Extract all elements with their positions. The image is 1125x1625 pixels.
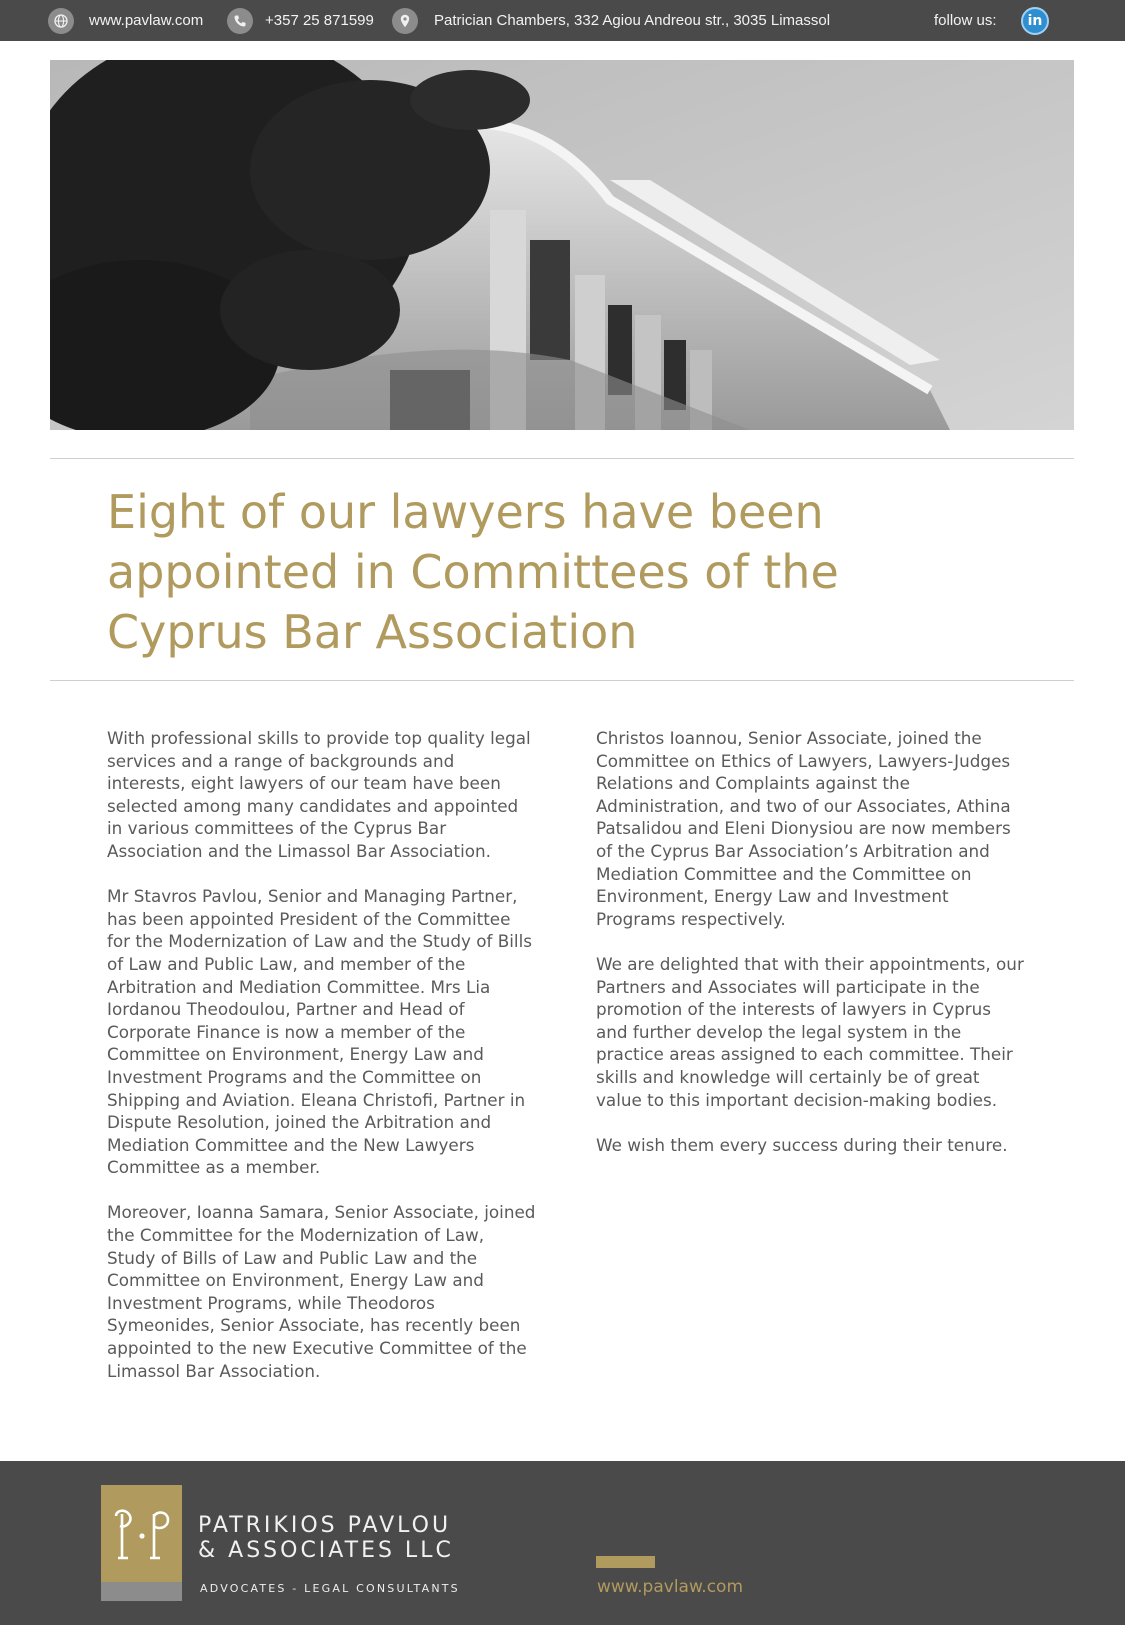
top-contact-bar	[0, 0, 1125, 41]
paragraph-intro: With professional skills to provide top quality legal services and a range of backgrounds and interests, eight lawyers of our team have been selected among many candidates and appointed in various committees of the Cyprus Bar Association and the Limassol Bar Association.	[107, 728, 531, 861]
linkedin-link[interactable]	[1021, 0, 1049, 41]
footer-accent-bar	[596, 1556, 655, 1568]
phone-contact[interactable]	[227, 0, 374, 41]
firm-name-line-1: PATRIKIOS PAVLOU	[198, 1513, 452, 1538]
paragraph-partners: Mr Stavros Pavlou, Senior and Managing Partner, has been appointed President of the Committee for the Modernization of Law and the Study of Bills of Law and Public Law, and member of the Arbitration and Mediation Committee. Mrs Lia Iordanou Theodoulou, Partner and Head of Corporate Finance is now a member of the Committee on Environment, Energy Law and Investment Programs and the Committee on Shipping and Aviation. Eleana Christofi, Partner in Dispute Resolution, joined the Arbitration and Mediation Committee and the New Lawyers Committee as a member.	[107, 886, 532, 1178]
headline-line-3: Cyprus Bar Association	[107, 605, 638, 659]
follow-label: follow us:	[934, 12, 997, 29]
paragraph-senior-associates: Moreover, Ioanna Samara, Senior Associate, joined the Committee for the Modernization of Law, Study of Bills of Law and Public Law and the Committee on Environment, Energy Law and Investment Programs, while Theodoros Symeonides, Senior Associate, has recently been appointed to the new Executive Committee of the Limassol Bar Association.	[107, 1202, 536, 1381]
headline-line-2: appointed in Committees of the	[107, 545, 839, 599]
divider-top	[50, 458, 1074, 459]
footer	[0, 1461, 1125, 1625]
website-contact[interactable]	[48, 0, 203, 41]
footer-website-link[interactable]: www.pavlaw.com	[597, 1577, 744, 1597]
article-headline	[107, 482, 867, 662]
firm-monogram-icon	[112, 1506, 172, 1562]
phone-icon	[227, 8, 253, 34]
article-right-column	[596, 727, 1026, 1179]
location-pin-icon	[392, 8, 418, 34]
linkedin-icon[interactable]: in	[1021, 7, 1049, 35]
globe-icon	[48, 8, 74, 34]
headline-line-1: Eight of our lawyers have been	[107, 485, 824, 539]
phone-text[interactable]: +357 25 871599	[265, 12, 374, 29]
firm-tagline: ADVOCATES - LEGAL CONSULTANTS	[200, 1582, 460, 1595]
divider-bottom	[50, 680, 1074, 681]
firm-name-line-2: & ASSOCIATES LLC	[198, 1538, 454, 1563]
article-left-column	[107, 727, 537, 1405]
logo-underline	[101, 1582, 182, 1601]
address-contact	[392, 0, 830, 41]
paragraph-delighted: We are delighted that with their appointments, our Partners and Associates will participate in the promotion of the interests of lawyers in Cyprus and further develop the legal system in the practice areas assigned to each committee. Their skills and knowledge will certainly be of great value to this important decision-making bodies.	[596, 953, 1024, 1110]
paragraph-associates: Christos Ioannou, Senior Associate, joined the Committee on Ethics of Lawyers, Lawyers-Judges Relations and Complaints against the Administration, and two of our Associates, Athina Patsalidou and Eleni Dionysiou are now members of the Cyprus Bar Association’s Arbitration and Mediation Committee and the Committee on Environment, Energy Law and Investment Programs respectively.	[596, 728, 1011, 929]
address-text: Patrician Chambers, 332 Agiou Andreou str., 3035 Limassol	[434, 12, 831, 29]
paragraph-wishes: We wish them every success during their tenure.	[596, 1134, 1008, 1155]
hero-building-photo	[50, 60, 1074, 430]
firm-logo-mark	[101, 1485, 182, 1582]
website-text[interactable]: www.pavlaw.com	[89, 12, 204, 29]
